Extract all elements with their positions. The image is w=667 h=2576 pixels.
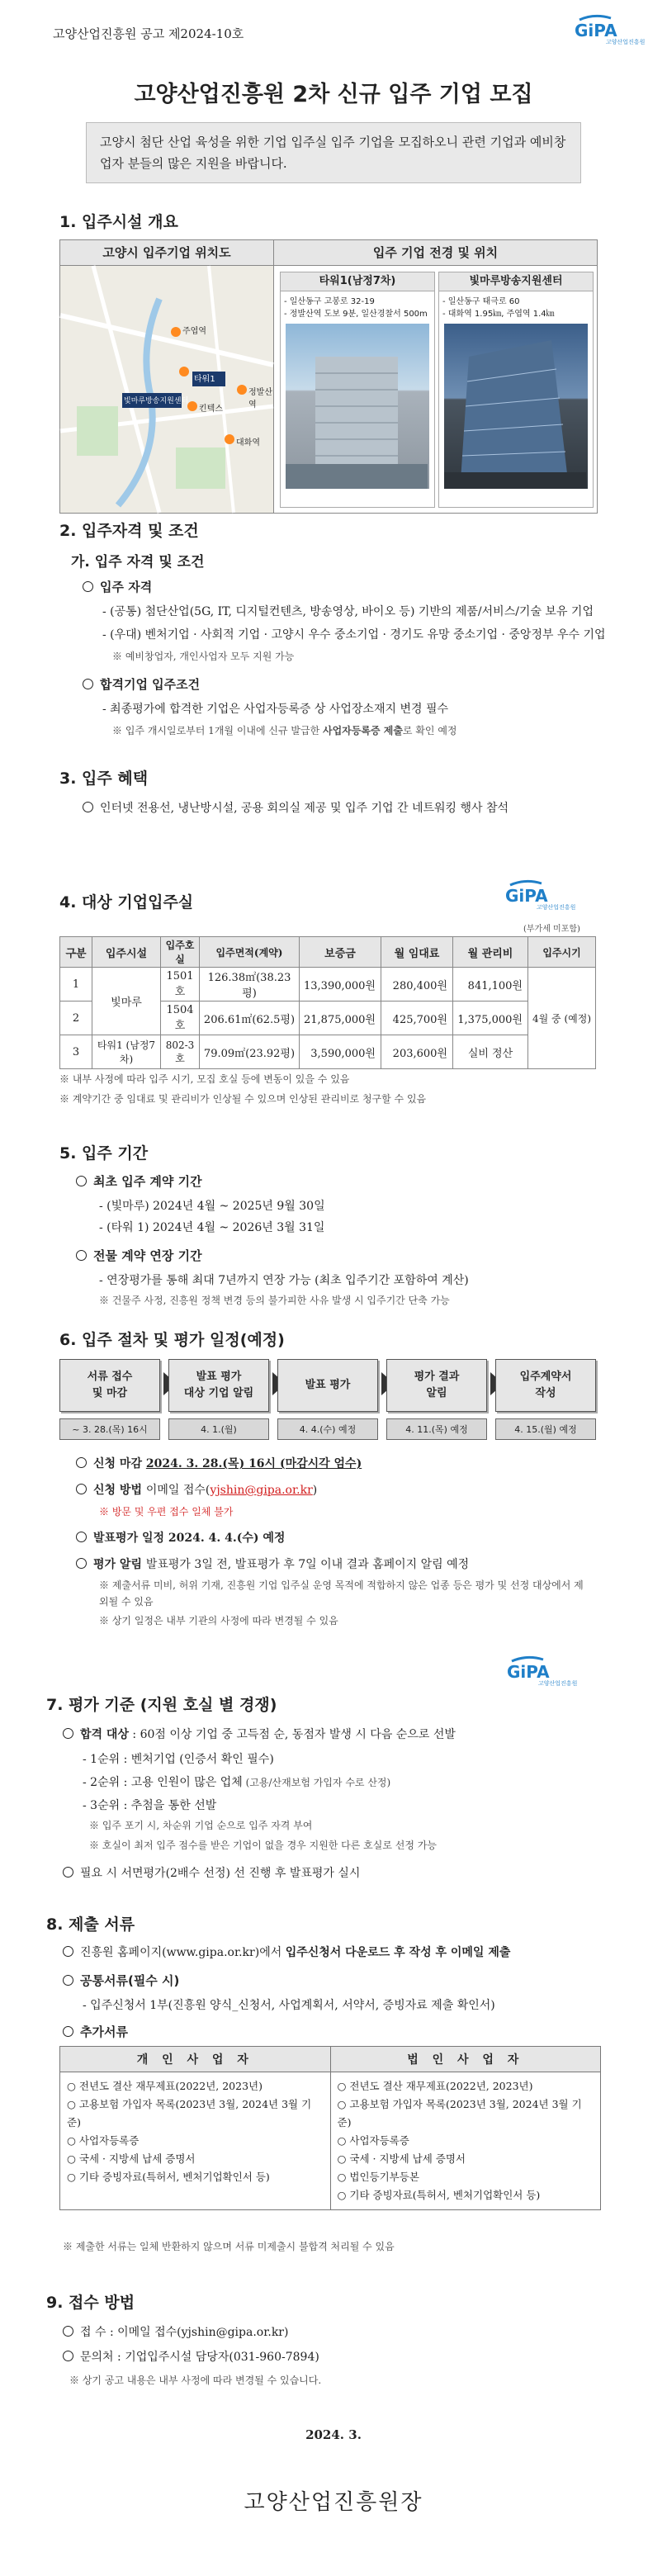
conditions-note: ※ 입주 개시일로부터 1개월 이내에 신규 발급한 사업자등록증 제출로 확인 예정 <box>112 725 457 736</box>
list-item: ○ 법인등기부등본 <box>337 2171 419 2183</box>
result-note-2: ※ 상기 일정은 내부 기관의 사정에 따라 변경될 수 있음 <box>99 1615 338 1627</box>
corporate-docs-cell <box>330 2072 601 2210</box>
gipa-logo <box>502 1655 578 1688</box>
period-note: ※ 건물주 사정, 진흥원 정책 변경 등의 불가피한 사유 발생 시 입주기간 단축 가능 <box>99 1295 450 1306</box>
section-9-title: 9. 접수 방법 <box>46 2294 135 2312</box>
cell-mgmt: 실비 정산 <box>453 1035 528 1069</box>
gipa-logo <box>500 878 576 912</box>
section-7-title: 7. 평가 기준 (지원 호실 별 경쟁) <box>46 1696 277 1714</box>
step-5-date: 4. 15.(월) 예정 <box>495 1418 596 1440</box>
written-eval: 필요 시 서면평가(2배수 선정) 선 진행 후 발표평가 실시 <box>63 1864 360 1881</box>
section-2-sub: 가. 입주 자격 및 조건 <box>71 554 205 571</box>
svg-text:GiPA: GiPA <box>505 886 548 906</box>
list-item: ○ 기타 증빙자료(특허서, 벤처기업확인서 등) <box>67 2171 270 2183</box>
cell-area: 79.09㎡(23.92평) <box>200 1035 300 1069</box>
deadline: 신청 마감 2024. 3. 28.(목) 16시 (마감시각 엄수) <box>76 1455 362 1471</box>
cell-deposit: 13,390,000원 <box>300 968 381 1002</box>
common-docs-head: 공통서류(필수 시) <box>63 1972 179 1989</box>
col-corporate: 법 인 사 업 자 <box>330 2047 601 2072</box>
section-5-title: 5. 입주 기간 <box>59 1144 149 1163</box>
table-row <box>60 1035 596 1069</box>
cell-mgmt: 1,375,000원 <box>453 1002 528 1035</box>
map-label-tower1: 타워1 <box>194 375 215 384</box>
col-period: 입주시기 <box>528 937 596 968</box>
period-bitmaru: - (빛마루) 2024년 4월 ~ 2025년 9월 30일 <box>99 1200 325 1213</box>
list-item: ○ 고용보험 가입자 목록(2023년 3월, 2024년 3월 기준) <box>337 2098 582 2129</box>
col-personal: 개 인 사 업 자 <box>60 2047 331 2072</box>
contact-phone: 문의처 : 기업입주시설 담당자(031-960-7894) <box>63 2348 319 2365</box>
submit-instruction: 진흥원 홈페이지(www.gipa.or.kr)에서 입주신청서 다운로드 후 작성 후 이메일 제출 <box>63 1944 510 1960</box>
cell-room: 1504호 <box>161 1002 200 1035</box>
pass-criteria: 합격 대상 : 60점 이상 기업 중 고득점 순, 동점자 발생 시 다음 순으로 선발 <box>63 1726 456 1742</box>
qualification-note: ※ 예비창업자, 개인사업자 모두 지원 가능 <box>112 651 295 662</box>
list-item: ○ 전년도 결산 재무제표(2022년, 2023년) <box>67 2080 263 2092</box>
intro-box: 고양시 첨단 산업 육성을 위한 기업 입주실 입주 기업을 모집하오니 관련 기업과 예비창업자 분들의 많은 지원을 바랍니다. <box>86 122 581 183</box>
extra-docs-head: 추가서류 <box>63 2023 128 2040</box>
priority-1: - 1순위 : 벤처기업 (인증서 확인 필수) <box>83 1753 274 1766</box>
table-row <box>60 968 596 1002</box>
col-rent: 월 임대료 <box>381 937 453 968</box>
common-docs: - 입주신청서 1부(진흥원 양식_신청서, 사업계획서, 서약서, 증빙자료 제출 확인서) <box>83 1999 495 2012</box>
step-4-date: 4. 11.(목) 예정 <box>386 1418 487 1440</box>
result-notice: 평가 알림 발표평가 3일 전, 발표평가 후 7일 이내 결과 홈페이지 알림 예정 <box>76 1556 469 1572</box>
notice-number: 고양산업진흥원 공고 제2024-10호 <box>53 26 244 41</box>
map-label-juyeop: 주엽역 <box>182 327 206 336</box>
map-label-jeongbalsan: 정발산역 <box>248 388 272 410</box>
col-deposit: 보증금 <box>300 937 381 968</box>
contact-email: 접 수 : 이메일 접수(yjshin@gipa.or.kr) <box>63 2323 288 2340</box>
period-extension: - 연장평가를 통해 최대 7년까지 연장 가능 (최초 입주기간 포함하여 계산) <box>99 1274 469 1287</box>
bitmaru-address: - 일산동구 태극로 60 <box>442 297 520 306</box>
list-item: ○ 국세 · 지방세 납세 증명서 <box>67 2152 196 2165</box>
svg-text:GiPA: GiPA <box>507 1662 550 1682</box>
conditions-head: 합격기업 입주조건 <box>83 675 200 693</box>
cell-no: 3 <box>60 1035 92 1069</box>
list-item: ○ 국세 · 지방세 납세 증명서 <box>337 2152 466 2165</box>
priority-2: - 2순위 : 고용 인원이 많은 업체 (고용/산재보험 가입자 수로 산정) <box>83 1776 391 1789</box>
cell-no: 1 <box>60 968 92 1002</box>
table-header-row <box>60 937 596 968</box>
presentation-schedule: 발표평가 일정 2024. 4. 4.(수) 예정 <box>76 1529 285 1546</box>
list-item: ○ 고용보험 가입자 목록(2023년 3월, 2024년 3월 기준) <box>67 2098 312 2129</box>
cell-deposit: 3,590,000원 <box>300 1035 381 1069</box>
section-4-title: 4. 대상 기업입주실 <box>59 893 194 912</box>
cell-rent: 280,400원 <box>381 968 453 1002</box>
section-2-title: 2. 입주자격 및 조건 <box>59 522 199 540</box>
cell-deposit: 21,875,000원 <box>300 1002 381 1035</box>
cell-rent: 425,700원 <box>381 1002 453 1035</box>
vat-note: (부가세 미포함) <box>523 925 580 934</box>
step-5-box: 입주계약서 작성 <box>495 1359 596 1412</box>
qualification-common: - (공통) 첨단산업(5G, IT, 디지털컨텐츠, 방송영상, 바이오 등) 기반의 제품/서비스/기술 보유 기업 <box>102 605 594 618</box>
cell-facility: 타워1 (남정7차) <box>92 1035 161 1069</box>
apply-email-link[interactable]: yjshin@gipa.or.kr <box>210 1484 313 1497</box>
map-label-daehwa: 대화역 <box>236 438 260 447</box>
step-2-date: 4. 1.(월) <box>168 1418 269 1440</box>
step-2-box: 발표 평가 대상 기업 알림 <box>168 1359 269 1412</box>
priority-note-2: ※ 호실이 최저 입주 점수를 받은 기업이 없을 경우 지원한 다른 호실로 선정 가능 <box>89 1840 437 1851</box>
extra-docs-table <box>59 2046 601 2210</box>
table-note-2: ※ 계약기간 중 임대료 및 관리비가 인상될 수 있으며 인상된 관리비로 청구할 수 있음 <box>59 1093 427 1105</box>
step-1-box: 서류 접수 및 마감 <box>59 1359 160 1412</box>
cell-no: 2 <box>60 1002 92 1035</box>
qualification-preferred: - (우대) 벤처기업 · 사회적 기업 · 고양시 우수 중소기업 · 경기도 유망 중소기업 · 중앙정부 우수 기업 <box>102 628 606 642</box>
change-note: ※ 상기 공고 내용은 내부 사정에 따라 변경될 수 있습니다. <box>69 2375 322 2386</box>
svg-text:고양산업진흥원: 고양산업진흥원 <box>538 1680 578 1687</box>
priority-3: - 3순위 : 추첨을 통한 선발 <box>83 1799 217 1812</box>
footer-date: 2024. 3. <box>305 2427 362 2442</box>
personal-docs-cell <box>60 2072 331 2210</box>
map-header: 고양시 입주기업 위치도 <box>60 240 274 266</box>
cell-mgmt: 841,100원 <box>453 968 528 1002</box>
footer-org: 고양산업진흥원장 <box>244 2490 423 2515</box>
cell-area: 126.38㎡(38.23평) <box>200 968 300 1002</box>
svg-text:고양산업진흥원: 고양산업진흥원 <box>537 904 576 911</box>
tower1-access: - 정발산역 도보 9분, 일산경찰서 500m <box>284 310 428 319</box>
section-1-title: 1. 입주시설 개요 <box>59 213 178 231</box>
photo-header: 입주 기업 전경 및 위치 <box>274 240 597 266</box>
cell-period: 4월 중 (예정) <box>528 968 596 1069</box>
period-initial-head: 최초 입주 계약 기간 <box>76 1172 202 1190</box>
conditions-item: - 최종평가에 합격한 기업은 사업자등록증 상 사업장소재지 변경 필수 <box>102 703 449 716</box>
period-extension-head: 전물 계약 연장 기간 <box>76 1247 202 1264</box>
priority-note-1: ※ 입주 포기 시, 차순위 기업 순으로 입주 자격 부여 <box>89 1820 313 1831</box>
cell-room: 802-3호 <box>161 1035 200 1069</box>
cell-rent: 203,600원 <box>381 1035 453 1069</box>
section-6-title: 6. 입주 절차 및 평가 일정(예정) <box>59 1331 285 1349</box>
period-tower1: - (타워 1) 2024년 4월 ~ 2026년 3월 31일 <box>99 1221 325 1234</box>
col-mgmt: 월 관리비 <box>453 937 528 968</box>
col-no: 구분 <box>60 937 92 968</box>
tower1-name: 타워1(남정7차) <box>281 272 434 291</box>
tower1-photo <box>286 324 429 489</box>
list-item: ○ 전년도 결산 재무제표(2022년, 2023년) <box>337 2080 533 2092</box>
building-card-tower1 <box>280 272 435 508</box>
cell-facility: 빛마루 <box>92 968 161 1035</box>
facility-table <box>59 936 596 1069</box>
bitmaru-access: - 대화역 1.95㎞, 주엽역 1.4㎞ <box>442 310 555 319</box>
apply-note: ※ 방문 및 우편 접수 일체 불가 <box>99 1506 234 1518</box>
svg-text:GiPA: GiPA <box>575 21 617 40</box>
section-3-title: 3. 입주 혜택 <box>59 769 149 788</box>
col-area: 입주면적(계약) <box>200 937 300 968</box>
col-facility: 입주시설 <box>92 937 161 968</box>
page-title: 고양산업진흥원 2차 신규 입주 기업 모집 <box>134 82 533 107</box>
step-3-box: 발표 평가 <box>277 1359 378 1412</box>
map-label-bitmaru: 빛마루방송지원센터 <box>124 397 189 405</box>
table-note-1: ※ 내부 사정에 따라 입주 시기, 모집 호실 등에 변동이 있을 수 있음 <box>59 1073 350 1085</box>
step-4-box: 평가 결과 알림 <box>386 1359 487 1412</box>
bitmaru-photo <box>444 324 588 489</box>
cell-area: 206.61㎡(62.5평) <box>200 1002 300 1035</box>
location-map <box>60 266 274 513</box>
facility-overview <box>59 239 598 514</box>
list-item: ○ 사업자등록증 <box>67 2134 140 2147</box>
bitmaru-name: 빛마루방송지원센터 <box>439 272 593 291</box>
list-item: ○ 사업자등록증 <box>337 2134 409 2147</box>
list-item: ○ 기타 증빙자료(특허서, 벤처기업확인서 등) <box>337 2189 541 2201</box>
section-8-title: 8. 제출 서류 <box>46 1915 135 1934</box>
map-label-kintex: 킨텍스 <box>199 405 223 414</box>
step-3-date: 4. 4.(수) 예정 <box>277 1418 378 1440</box>
docs-note: ※ 제출한 서류는 일체 반환하지 않으며 서류 미제출시 불합격 처리될 수 있음 <box>63 2241 395 2252</box>
cell-room: 1501호 <box>161 968 200 1002</box>
apply-method: 신청 방법 이메일 접수(yjshin@gipa.or.kr) <box>76 1481 317 1498</box>
benefit-item: 인터넷 전용선, 냉난방시설, 공용 회의실 제공 및 입주 기업 간 네트워킹 행사 참석 <box>83 799 509 816</box>
tower1-address: - 일산동구 고봉로 32-19 <box>284 297 375 306</box>
result-note-1: ※ 제출서류 미비, 허위 기재, 진흥원 기업 입주실 운영 목적에 적합하지 않은 업종 등은 평가 및 선정 대상에서 제외될 수 있음 <box>99 1579 584 1608</box>
col-room: 입주호실 <box>161 937 200 968</box>
svg-text:고양산업진흥원: 고양산업진흥원 <box>606 39 646 45</box>
qualification-head: 입주 자격 <box>83 578 152 595</box>
building-card-bitmaru <box>438 272 594 508</box>
gipa-logo <box>570 13 646 46</box>
step-1-date: ~ 3. 28.(목) 16시 <box>59 1418 160 1440</box>
